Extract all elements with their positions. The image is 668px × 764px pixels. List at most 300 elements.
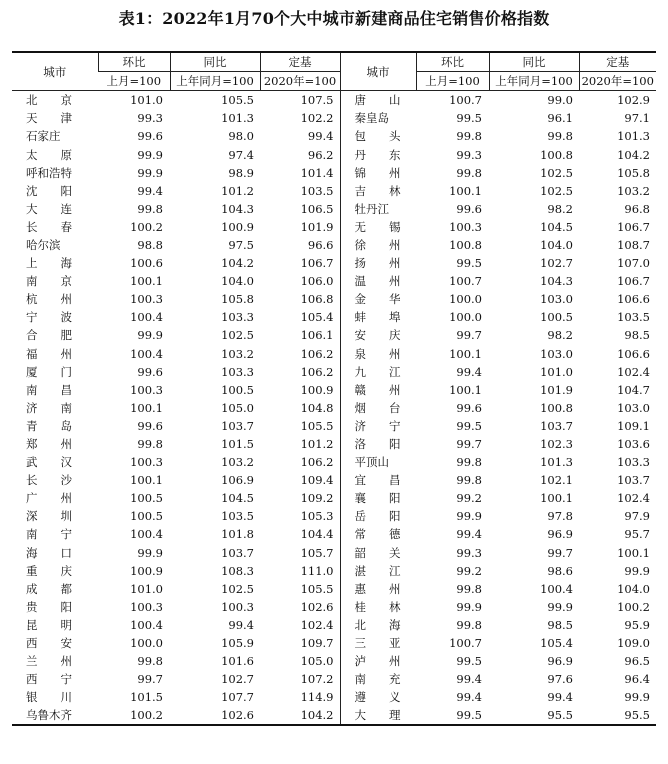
- city-cell: 包 头: [340, 127, 416, 145]
- mom-cell: 99.4: [456, 364, 482, 379]
- mom-cell: 99.6: [456, 201, 482, 216]
- mom-cell: 100.2: [98, 706, 170, 725]
- city-cell: 徐 州: [340, 236, 416, 254]
- mom-cell: 101.0: [130, 93, 163, 108]
- yoy-cell: 98.0: [228, 129, 254, 144]
- mom-cell: 100.4: [130, 527, 163, 542]
- fixed-cell: 101.3: [617, 129, 650, 144]
- price-index-table: [12, 51, 656, 726]
- yoy-cell: 99.0: [547, 93, 573, 108]
- city-cell: 泉 州: [340, 345, 416, 363]
- city-cell: 赣 州: [340, 381, 416, 399]
- table-row: [12, 363, 656, 381]
- table-row: [12, 670, 656, 688]
- city-cell: 襄 阳: [340, 489, 416, 507]
- city-cell: 上 海: [26, 256, 72, 271]
- yoy-cell: 100.9: [221, 219, 254, 234]
- fixed-cell: 106.8: [300, 292, 334, 307]
- fixed-header-right: 定基: [579, 52, 656, 72]
- mom-cell: 99.3: [456, 545, 482, 560]
- city-cell: 宁 波: [26, 310, 72, 325]
- table-row: [12, 562, 656, 580]
- fixed-cell: 109.4: [300, 473, 334, 488]
- table-row: [12, 254, 656, 272]
- city-cell: 桂 林: [340, 598, 416, 616]
- city-cell: 西 宁: [26, 672, 72, 687]
- fixed-cell: 105.5: [300, 418, 334, 433]
- city-cell: 泸 州: [340, 652, 416, 670]
- city-cell: 遵 义: [340, 688, 416, 706]
- table-row: [12, 453, 656, 471]
- mom-cell: 101.0: [130, 581, 163, 596]
- mom-cell: 99.9: [137, 545, 163, 560]
- city-cell: 济 宁: [340, 417, 416, 435]
- yoy-cell: 99.9: [547, 599, 573, 614]
- city-cell: 南 宁: [26, 527, 72, 542]
- mom-cell: 100.3: [449, 219, 482, 234]
- fixed-cell: 96.4: [624, 672, 650, 687]
- yoy-cell: 98.2: [547, 328, 573, 343]
- mom-cell: 99.4: [456, 527, 482, 542]
- city-cell: 昆 明: [26, 617, 72, 632]
- yoy-cell: 102.1: [540, 473, 573, 488]
- city-cell: 成 都: [26, 581, 72, 596]
- city-cell: 长 春: [26, 219, 72, 234]
- fixed-cell: 106.1: [300, 328, 334, 343]
- yoy-cell: 104.5: [540, 219, 573, 234]
- yoy-cell: 102.5: [221, 328, 254, 343]
- fixed-cell: 104.2: [617, 147, 650, 162]
- fixed-base-header-right: 2020年=100: [579, 72, 656, 91]
- fixed-cell: 95.7: [624, 527, 650, 542]
- fixed-cell: 98.5: [624, 328, 650, 343]
- fixed-cell: 104.4: [300, 527, 334, 542]
- mom-cell: 99.5: [456, 256, 482, 271]
- fixed-cell: 95.9: [624, 617, 650, 632]
- yoy-cell: 102.3: [540, 437, 573, 452]
- yoy-cell: 99.4: [547, 690, 573, 705]
- table-row: [12, 507, 656, 525]
- city-header-right: 城市: [340, 52, 416, 91]
- fixed-cell: 101.2: [300, 437, 334, 452]
- fixed-cell: 104.0: [617, 581, 650, 596]
- fixed-cell: 105.8: [617, 165, 650, 180]
- fixed-cell: 103.7: [617, 473, 650, 488]
- mom-cell: 99.8: [456, 129, 482, 144]
- mom-cell: 101.5: [130, 690, 163, 705]
- fixed-cell: 103.3: [617, 455, 650, 470]
- mom-cell: 99.9: [456, 509, 482, 524]
- table-row: [12, 145, 656, 163]
- mom-cell: 99.5: [416, 706, 489, 725]
- fixed-cell: 100.1: [617, 545, 650, 560]
- yoy-cell: 98.6: [547, 563, 573, 578]
- fixed-cell: 109.2: [300, 491, 334, 506]
- city-cell: 惠 州: [340, 580, 416, 598]
- table-row: [12, 290, 656, 308]
- mom-cell: 99.3: [456, 147, 482, 162]
- yoy-cell: 101.3: [221, 111, 254, 126]
- yoy-cell: 102.5: [540, 183, 573, 198]
- fixed-cell: 106.6: [617, 346, 650, 361]
- city-cell: 牡丹江: [340, 200, 416, 218]
- city-cell: 北 京: [26, 93, 72, 108]
- fixed-cell: 109.1: [617, 418, 650, 433]
- city-cell: 武 汉: [26, 455, 72, 470]
- city-cell: 南 充: [340, 670, 416, 688]
- yoy-cell: 103.2: [221, 346, 254, 361]
- city-cell: 秦皇岛: [340, 109, 416, 127]
- fixed-cell: 99.9: [624, 690, 650, 705]
- mom-cell: 99.3: [137, 111, 163, 126]
- fixed-cell: 96.5: [624, 654, 650, 669]
- fixed-header: 定基: [260, 52, 340, 72]
- yoy-base-header-right: 上年同月=100: [489, 72, 579, 91]
- table-row: [12, 471, 656, 489]
- mom-cell: 99.4: [456, 690, 482, 705]
- city-cell: 重 庆: [26, 563, 72, 578]
- table-row: [12, 272, 656, 290]
- city-cell: 烟 台: [340, 399, 416, 417]
- city-cell: 贵 阳: [26, 599, 72, 614]
- fixed-cell: 99.9: [624, 563, 650, 578]
- city-cell: 南 昌: [26, 382, 72, 397]
- yoy-cell: 102.7: [221, 672, 254, 687]
- yoy-cell: 102.5: [221, 581, 254, 596]
- fixed-cell: 101.4: [300, 165, 334, 180]
- fixed-cell: 109.7: [300, 636, 334, 651]
- mom-cell: 99.2: [456, 563, 482, 578]
- table-row: [12, 91, 656, 110]
- yoy-cell: 100.5: [221, 382, 254, 397]
- fixed-cell: 97.1: [624, 111, 650, 126]
- fixed-cell: 107.2: [300, 672, 334, 687]
- fixed-cell: 102.4: [300, 617, 334, 632]
- yoy-cell: 100.1: [540, 491, 573, 506]
- fixed-cell: 96.2: [307, 147, 334, 162]
- fixed-cell: 106.2: [300, 455, 334, 470]
- mom-cell: 99.6: [137, 364, 163, 379]
- table-row: [12, 182, 656, 200]
- fixed-cell: 100.9: [300, 382, 334, 397]
- table-row: [12, 688, 656, 706]
- yoy-base-header: 上年同月=100: [170, 72, 260, 91]
- yoy-cell: 98.5: [547, 617, 573, 632]
- yoy-cell: 103.7: [221, 418, 254, 433]
- table-row: [12, 598, 656, 616]
- fixed-cell: 103.0: [617, 400, 650, 415]
- yoy-cell: 96.1: [547, 111, 573, 126]
- city-cell: 郑 州: [26, 437, 72, 452]
- yoy-cell: 106.9: [221, 473, 254, 488]
- fixed-base-header: 2020年=100: [260, 72, 340, 91]
- yoy-header: 同比: [170, 52, 260, 72]
- mom-cell: 99.8: [137, 437, 163, 452]
- yoy-cell: 97.5: [228, 237, 254, 252]
- mom-cell: 99.7: [456, 328, 482, 343]
- yoy-cell: 101.2: [221, 183, 254, 198]
- fixed-cell: 104.8: [300, 400, 334, 415]
- mom-cell: 99.9: [456, 599, 482, 614]
- city-cell: 呼和浩特: [26, 165, 72, 180]
- mom-cell: 100.3: [130, 292, 163, 307]
- table-row: [12, 109, 656, 127]
- table-row: [12, 544, 656, 562]
- yoy-cell: 104.0: [221, 274, 254, 289]
- mom-cell: 100.4: [130, 346, 163, 361]
- mom-cell: 100.0: [449, 292, 482, 307]
- table-row: [12, 218, 656, 236]
- fixed-cell: 100.2: [617, 599, 650, 614]
- yoy-cell: 103.0: [540, 292, 573, 307]
- yoy-cell: 97.4: [228, 147, 254, 162]
- city-cell: 三 亚: [340, 634, 416, 652]
- yoy-cell: 105.0: [221, 400, 254, 415]
- yoy-cell: 104.3: [221, 201, 254, 216]
- fixed-cell: 103.5: [300, 183, 334, 198]
- fixed-cell: 96.8: [624, 201, 650, 216]
- table-row: [12, 345, 656, 363]
- table-title: 表1：2022年1月70个大中城市新建商品住宅销售价格指数: [118, 9, 550, 28]
- fixed-cell: 102.2: [300, 111, 334, 126]
- table-row: [12, 236, 656, 254]
- mom-cell: 99.9: [137, 147, 163, 162]
- mom-cell: 99.9: [137, 328, 163, 343]
- fixed-cell: 106.7: [617, 219, 650, 234]
- mom-cell: 99.6: [456, 400, 482, 415]
- fixed-cell: 105.7: [300, 545, 334, 560]
- yoy-cell: 98.9: [228, 165, 254, 180]
- mom-cell: 99.9: [137, 165, 163, 180]
- mom-cell: 98.8: [137, 237, 163, 252]
- city-cell: 乌鲁木齐: [12, 706, 98, 725]
- fixed-cell: 104.2: [260, 706, 340, 725]
- yoy-cell: 104.3: [540, 274, 573, 289]
- mom-cell: 100.7: [449, 93, 482, 108]
- mom-cell: 99.2: [456, 491, 482, 506]
- mom-cell: 99.7: [137, 672, 163, 687]
- city-cell: 深 圳: [26, 509, 72, 524]
- city-cell: 洛 阳: [340, 435, 416, 453]
- yoy-cell: 103.7: [221, 545, 254, 560]
- fixed-cell: 106.5: [300, 201, 334, 216]
- yoy-header-right: 同比: [489, 52, 579, 72]
- mom-cell: 100.0: [130, 636, 163, 651]
- yoy-cell: 101.3: [540, 455, 573, 470]
- city-cell: 合 肥: [26, 328, 72, 343]
- mom-base-header: 上月=100: [98, 72, 170, 91]
- yoy-cell: 102.7: [540, 256, 573, 271]
- city-cell: 福 州: [26, 346, 72, 361]
- city-cell: 杭 州: [26, 292, 72, 307]
- mom-cell: 100.1: [449, 346, 482, 361]
- yoy-cell: 103.0: [540, 346, 573, 361]
- city-cell: 长 沙: [26, 473, 72, 488]
- city-cell: 济 南: [26, 400, 72, 415]
- city-cell: 金 华: [340, 290, 416, 308]
- yoy-cell: 97.6: [547, 672, 573, 687]
- city-cell: 唐 山: [340, 91, 416, 110]
- city-cell: 丹 东: [340, 145, 416, 163]
- table-row: [12, 326, 656, 344]
- yoy-cell: 108.3: [221, 563, 254, 578]
- fixed-cell: 97.9: [624, 509, 650, 524]
- yoy-cell: 103.3: [221, 310, 254, 325]
- yoy-cell: 103.2: [221, 455, 254, 470]
- city-cell: 温 州: [340, 272, 416, 290]
- mom-cell: 99.8: [456, 165, 482, 180]
- mom-cell: 99.8: [456, 455, 482, 470]
- mom-cell: 100.7: [449, 636, 482, 651]
- table-row: [12, 634, 656, 652]
- mom-base-header-right: 上月=100: [416, 72, 489, 91]
- table-row: [12, 435, 656, 453]
- table-row: [12, 399, 656, 417]
- fixed-cell: 106.6: [617, 292, 650, 307]
- yoy-cell: 105.8: [221, 292, 254, 307]
- fixed-cell: 102.4: [617, 491, 650, 506]
- yoy-cell: 104.2: [221, 256, 254, 271]
- fixed-cell: 102.6: [300, 599, 334, 614]
- fixed-cell: 104.7: [617, 382, 650, 397]
- mom-cell: 99.8: [456, 473, 482, 488]
- city-cell: 大 连: [26, 201, 72, 216]
- mom-cell: 99.4: [456, 672, 482, 687]
- yoy-cell: 100.5: [540, 310, 573, 325]
- fixed-cell: 105.3: [300, 509, 334, 524]
- fixed-cell: 114.9: [300, 690, 334, 705]
- yoy-cell: 101.9: [540, 382, 573, 397]
- mom-cell: 100.9: [130, 563, 163, 578]
- fixed-cell: 105.4: [300, 310, 334, 325]
- mom-cell: 100.8: [449, 237, 482, 252]
- city-cell: 宜 昌: [340, 471, 416, 489]
- city-cell: 湛 江: [340, 562, 416, 580]
- city-cell: 锦 州: [340, 164, 416, 182]
- city-cell: 西 安: [26, 636, 72, 651]
- city-cell: 兰 州: [26, 654, 72, 669]
- city-cell: 南 京: [26, 274, 72, 289]
- yoy-cell: 101.8: [221, 527, 254, 542]
- fixed-cell: 106.0: [300, 274, 334, 289]
- fixed-cell: 105.5: [300, 581, 334, 596]
- yoy-cell: 99.4: [228, 617, 254, 632]
- yoy-cell: 103.3: [221, 364, 254, 379]
- city-cell: 青 岛: [26, 418, 72, 433]
- city-cell: 天 津: [26, 111, 72, 126]
- fixed-cell: 95.5: [579, 706, 656, 725]
- city-cell: 九 江: [340, 363, 416, 381]
- mom-cell: 100.3: [130, 599, 163, 614]
- mom-cell: 100.4: [130, 310, 163, 325]
- city-cell: 沈 阳: [26, 183, 72, 198]
- mom-cell: 100.1: [449, 183, 482, 198]
- city-cell: 蚌 埠: [340, 308, 416, 326]
- fixed-cell: 107.5: [300, 93, 334, 108]
- city-cell: 北 海: [340, 616, 416, 634]
- yoy-cell: 107.7: [221, 690, 254, 705]
- city-cell: 平顶山: [340, 453, 416, 471]
- fixed-cell: 106.2: [300, 346, 334, 361]
- mom-cell: 99.7: [456, 437, 482, 452]
- fixed-cell: 108.7: [617, 237, 650, 252]
- yoy-cell: 100.4: [540, 581, 573, 596]
- city-cell: 韶 关: [340, 544, 416, 562]
- city-cell: 银 川: [26, 690, 72, 705]
- yoy-cell: 96.9: [547, 527, 573, 542]
- fixed-cell: 102.9: [617, 93, 650, 108]
- city-cell: 石家庄: [26, 129, 61, 144]
- city-cell: 岳 阳: [340, 507, 416, 525]
- city-cell: 大 理: [340, 706, 416, 725]
- yoy-cell: 100.3: [221, 599, 254, 614]
- city-cell: 扬 州: [340, 254, 416, 272]
- mom-cell: 100.1: [449, 382, 482, 397]
- mom-cell: 99.6: [137, 129, 163, 144]
- fixed-cell: 106.2: [300, 364, 334, 379]
- mom-cell: 100.6: [130, 256, 163, 271]
- yoy-cell: 99.7: [547, 545, 573, 560]
- table-row: [12, 381, 656, 399]
- fixed-cell: 102.4: [617, 364, 650, 379]
- fixed-cell: 105.0: [300, 654, 334, 669]
- city-cell: 海 口: [26, 545, 72, 560]
- table-row: [12, 616, 656, 634]
- table-row: [12, 580, 656, 598]
- table-row: [12, 127, 656, 145]
- city-cell: 吉 林: [340, 182, 416, 200]
- city-cell: 广 州: [26, 491, 72, 506]
- mom-cell: 100.7: [449, 274, 482, 289]
- mom-cell: 99.8: [456, 617, 482, 632]
- city-header: 城市: [12, 52, 98, 91]
- city-cell: 安 庆: [340, 326, 416, 344]
- fixed-cell: 101.9: [300, 219, 334, 234]
- table-row: [12, 308, 656, 326]
- yoy-cell: 105.9: [221, 636, 254, 651]
- table-row: [12, 417, 656, 435]
- yoy-cell: 100.8: [540, 400, 573, 415]
- yoy-cell: 104.0: [540, 237, 573, 252]
- table-row: [12, 652, 656, 670]
- mom-cell: 99.5: [456, 111, 482, 126]
- yoy-cell: 103.7: [540, 418, 573, 433]
- mom-cell: 100.1: [130, 473, 163, 488]
- fixed-cell: 111.0: [300, 563, 334, 578]
- mom-cell: 99.8: [137, 654, 163, 669]
- mom-cell: 100.0: [449, 310, 482, 325]
- mom-cell: 99.4: [137, 183, 163, 198]
- table-header: [12, 52, 656, 91]
- mom-header: 环比: [98, 52, 170, 72]
- table-row: [12, 525, 656, 543]
- mom-header-right: 环比: [416, 52, 489, 72]
- mom-cell: 100.3: [130, 455, 163, 470]
- yoy-cell: 102.6: [170, 706, 260, 725]
- yoy-cell: 104.5: [221, 491, 254, 506]
- mom-cell: 100.5: [130, 491, 163, 506]
- fixed-cell: 103.6: [617, 437, 650, 452]
- yoy-cell: 96.9: [547, 654, 573, 669]
- mom-cell: 100.2: [130, 219, 163, 234]
- yoy-cell: 98.2: [547, 201, 573, 216]
- city-cell: 厦 门: [26, 364, 72, 379]
- yoy-cell: 102.5: [540, 165, 573, 180]
- table-row: [12, 164, 656, 182]
- fixed-cell: 107.0: [617, 256, 650, 271]
- mom-cell: 100.4: [130, 617, 163, 632]
- yoy-cell: 105.4: [540, 636, 573, 651]
